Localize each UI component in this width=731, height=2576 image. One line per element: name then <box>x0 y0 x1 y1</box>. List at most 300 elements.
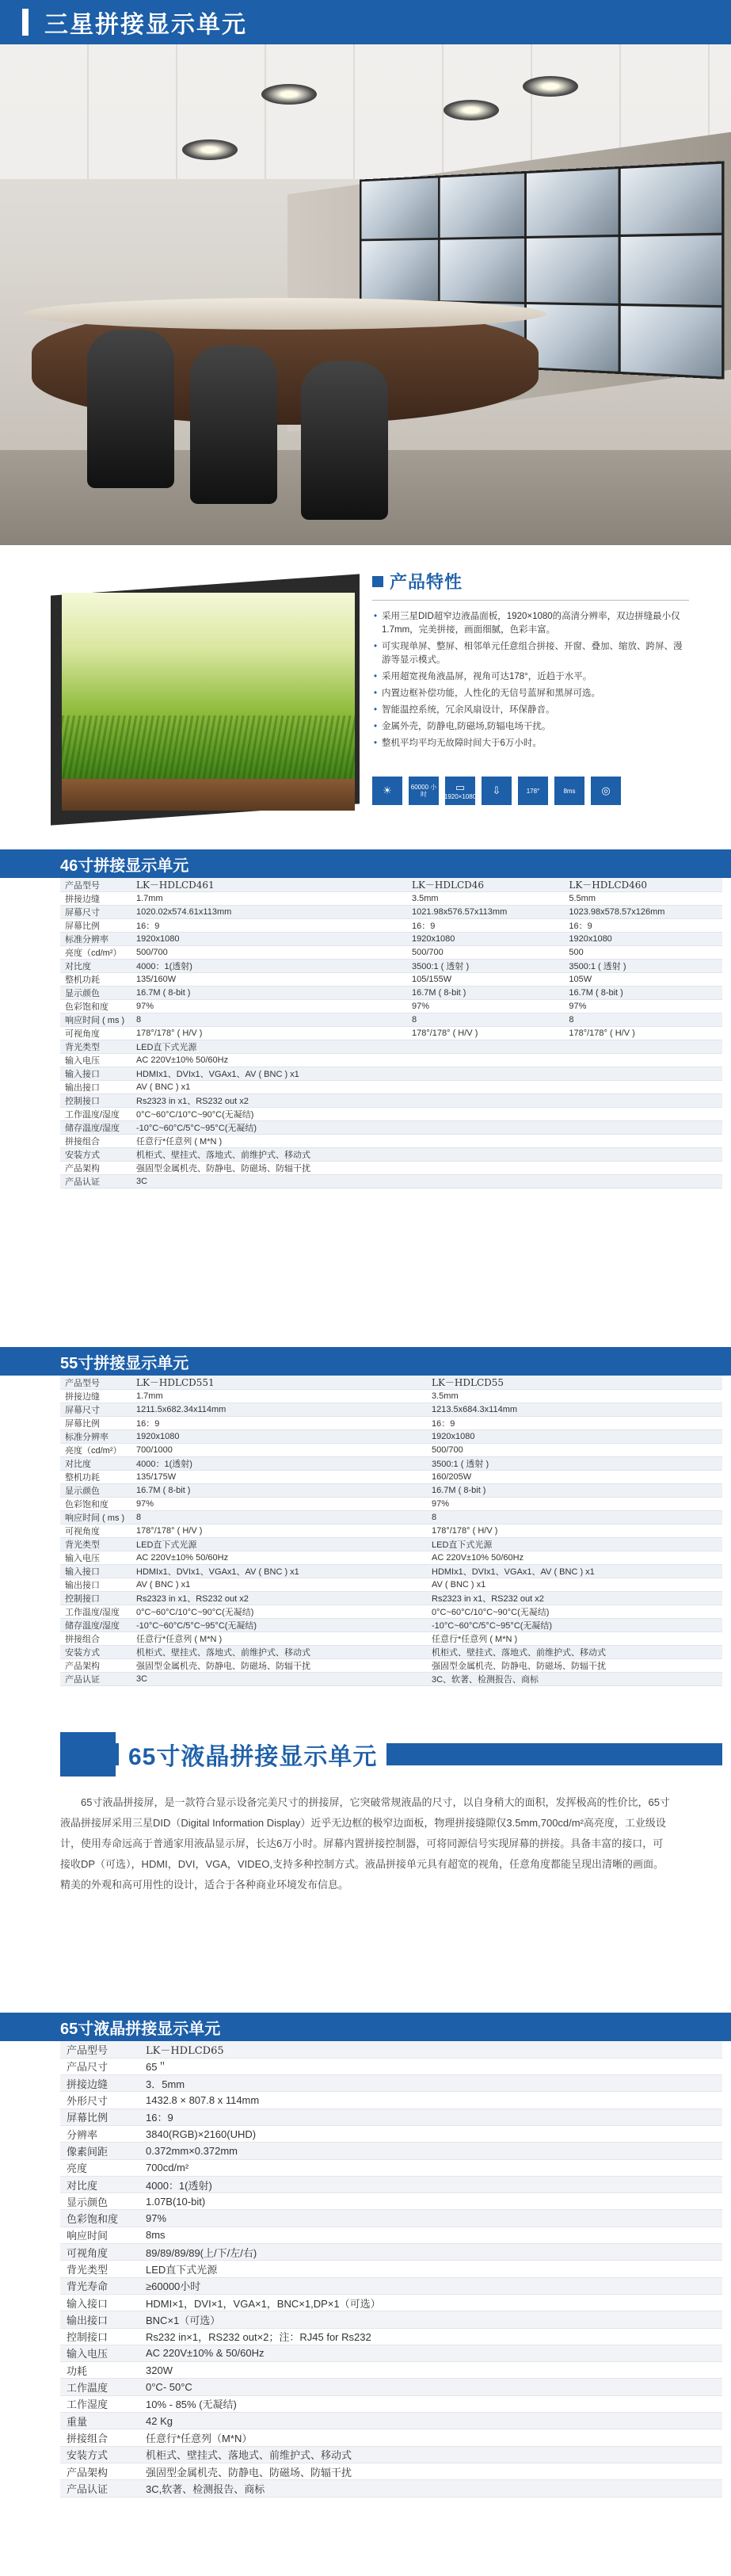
row-value: 3C <box>131 1175 407 1189</box>
row-value: ≥60000小时 <box>139 2277 722 2294</box>
table-row <box>60 2159 722 2176</box>
row-value: LED直下式光源 <box>131 1538 427 1551</box>
office-chair <box>301 361 388 520</box>
row-value <box>407 1108 564 1121</box>
row-label: 拼接边缝 <box>60 892 131 906</box>
table-row <box>60 2446 722 2463</box>
row-value: LK－HDLCD551 <box>131 1376 427 1390</box>
icon-caption: 60000 小时 <box>410 784 437 798</box>
title-marker <box>22 9 29 36</box>
row-label: 亮度（cd/m²） <box>60 1444 131 1457</box>
row-value: 105/155W <box>407 973 564 987</box>
row-value: 任意行*任意列（M*N） <box>139 2429 722 2446</box>
row-label: 可视角度 <box>60 1525 131 1538</box>
table-row <box>60 1121 722 1135</box>
row-value: LED直下式光源 <box>131 1040 407 1054</box>
row-value: 1021.98x576.57x113mm <box>407 906 564 919</box>
page-title: 三星拼接显示单元 <box>44 12 247 38</box>
lifespan-icon <box>409 777 439 805</box>
row-value: 16.7M ( 8-bit ) <box>131 987 407 1000</box>
row-label: 响应时间 ( ms ) <box>60 1013 131 1027</box>
row-value: 8 <box>427 1511 722 1525</box>
office-chair <box>87 330 174 488</box>
row-label: 储存温度/湿度 <box>60 1121 131 1135</box>
table-row <box>60 1511 722 1525</box>
row-value <box>564 1054 722 1067</box>
table-row <box>60 1148 722 1162</box>
row-label: 产品型号 <box>60 2041 139 2058</box>
row-value <box>564 1135 722 1148</box>
row-value: 3．5mm <box>139 2075 722 2092</box>
feature-item: • 采用三星DID超窄边液晶面板，1920×1080的高清分辨率，双边拼缝最小仅1.7mm，完美拼接，画面细腻，色彩丰富。 <box>372 610 689 637</box>
row-label: 输入电压 <box>60 1054 131 1067</box>
row-value: 任意行*任意列 ( M*N ) <box>427 1632 722 1646</box>
row-value: 3500:1 ( 透射 ) <box>407 960 564 973</box>
spec-46-table <box>60 878 722 1189</box>
table-row <box>60 1619 722 1632</box>
table-row <box>60 919 722 933</box>
row-value <box>407 1135 564 1148</box>
table-row <box>60 2125 722 2142</box>
icon-glyph: ▭ <box>455 780 466 793</box>
row-label: 输入电压 <box>60 2345 139 2361</box>
row-value: 强固型金属机壳、防静电、防磁场、防辐干扰 <box>139 2463 722 2479</box>
brightness-icon <box>372 777 402 805</box>
table-row <box>60 1040 722 1054</box>
row-label: 产品认证 <box>60 1175 131 1189</box>
row-value: 机柜式、壁挂式、落地式、前维护式、移动式 <box>427 1646 722 1659</box>
row-label: 输入电压 <box>60 1551 131 1565</box>
row-label: 输入接口 <box>60 1067 131 1081</box>
resolution-icon <box>445 777 475 805</box>
row-value <box>407 1067 564 1081</box>
ceiling-light <box>523 76 578 97</box>
row-label: 输出接口 <box>60 1081 131 1094</box>
row-label: 亮度 <box>60 2159 139 2176</box>
row-label: 输入接口 <box>60 2294 139 2311</box>
row-label: 屏幕尺寸 <box>60 906 131 919</box>
row-value: 8 <box>131 1511 427 1525</box>
row-label: 功耗 <box>60 2362 139 2379</box>
row-value: 1023.98x578.57x126mm <box>564 906 722 919</box>
intro-65-banner <box>0 1732 731 1776</box>
row-label: 控制接口 <box>60 1094 131 1108</box>
row-value: BNC×1（可选） <box>139 2311 722 2328</box>
spec-65-section <box>0 2013 731 2498</box>
table-row <box>60 906 722 919</box>
row-label: 安装方式 <box>60 1148 131 1162</box>
row-value <box>407 1175 564 1189</box>
row-value: 89/89/89/89(上/下/左/右) <box>139 2244 722 2261</box>
table-row <box>60 1135 722 1148</box>
row-label: 背光类型 <box>60 2261 139 2277</box>
row-value: 16：9 <box>131 919 407 933</box>
table-row <box>60 973 722 987</box>
table-row <box>60 2210 722 2227</box>
row-label: 整机功耗 <box>60 1471 131 1484</box>
row-value: LK－HDLCD46 <box>407 878 564 892</box>
icon-caption: 8ms <box>563 787 576 795</box>
table-row <box>60 2345 722 2361</box>
divider <box>372 600 689 601</box>
row-label: 工作温度 <box>60 2379 139 2395</box>
row-value: 1.7mm <box>131 892 407 906</box>
table-row <box>60 2362 722 2379</box>
spec-46-section <box>0 849 731 1189</box>
row-value: 1.7mm <box>131 1390 427 1403</box>
table-row <box>60 1054 722 1067</box>
feature-item: • 金属外壳，防静电,防磁场,防辐电场干扰。 <box>372 720 689 734</box>
table-row <box>60 1067 722 1081</box>
ceiling-light <box>444 100 499 120</box>
row-value: 178°/178° ( H/V ) <box>407 1027 564 1040</box>
spec-55-title: 55寸拼接显示单元 <box>0 1347 731 1376</box>
row-value: 135/175W <box>131 1471 427 1484</box>
row-value <box>564 1121 722 1135</box>
row-label: 显示颜色 <box>60 2193 139 2210</box>
row-label: 产品架构 <box>60 2463 139 2479</box>
row-value: 16：9 <box>427 1417 722 1430</box>
panel-screen <box>62 593 355 811</box>
row-value: 16：9 <box>139 2109 722 2125</box>
row-label: 拼接边缝 <box>60 2075 139 2092</box>
row-value: HDMIx1、DVIx1、VGAx1、AV ( BNC ) x1 <box>131 1565 427 1578</box>
row-label: 对比度 <box>60 2176 139 2192</box>
table-row <box>60 2092 722 2109</box>
row-value: 16：9 <box>407 919 564 933</box>
row-label: 背光类型 <box>60 1040 131 1054</box>
intro-65-paragraph: 65寸液晶拼接屏，是一款符合显示设备完美尺寸的拼接屏，它突破常规液晶的尺寸，以自身稍大的面积，发挥极高的性价比，65寸液晶拼接屏采用三星DID（Digital Information Display）近乎无边框的极窄边面板，物理拼接缝隙仅3.5mm,700cd/m²高亮度，工业级设计，使用寿命远高于普通家用液晶显示屏，长达6万小时。屏幕内置拼接控制器，可将同源信号实现屏幕的拼接。具备丰富的接口，可接收DP（可选），HDMI，DVI，VGA，VIDEO,支持多种控制方式。液晶拼接单元具有超宽的视角，任意角度都能呈现出清晰的画面。精美的外观和高可用性的设计，适合于各种商业环境发布信息。 <box>60 1796 670 1891</box>
features-section <box>0 545 731 849</box>
row-value: 机柜式、壁挂式、落地式、前维护式、移动式 <box>139 2446 722 2463</box>
row-value: Rs232 in×1，RS232 out×2；注：RJ45 for Rs232 <box>139 2328 722 2345</box>
row-value: 97% <box>131 1498 427 1511</box>
table-row <box>60 1632 722 1646</box>
row-value: 1211.5x682.34x114mm <box>131 1403 427 1417</box>
row-value: 3840(RGB)×2160(UHD) <box>139 2125 722 2142</box>
features-heading: 产品特性 <box>390 572 463 592</box>
table-row <box>60 2429 722 2446</box>
row-value: 8ms <box>139 2227 722 2243</box>
row-label: 分辨率 <box>60 2125 139 2142</box>
row-value: HDMI×1，DVI×1，VGA×1，BNC×1,DP×1（可选） <box>139 2294 722 2311</box>
row-value <box>564 1040 722 1054</box>
spec-65-title: 65寸液晶拼接显示单元 <box>0 2013 731 2041</box>
row-value: 42 Kg <box>139 2413 722 2429</box>
row-value: 0.372mm×0.372mm <box>139 2143 722 2159</box>
row-value: 320W <box>139 2362 722 2379</box>
row-label: 色彩饱和度 <box>60 2210 139 2227</box>
ceiling-light <box>182 139 238 160</box>
row-value <box>407 1054 564 1067</box>
row-value <box>407 1148 564 1162</box>
row-value: 1432.8 × 807.8 x 114mm <box>139 2092 722 2109</box>
table-row <box>60 1108 722 1121</box>
office-chair <box>190 345 277 504</box>
row-value: 3C <box>131 1673 427 1686</box>
row-label: 色彩饱和度 <box>60 1498 131 1511</box>
table-row <box>60 1578 722 1592</box>
row-label: 拼接组合 <box>60 1632 131 1646</box>
table-row <box>60 1444 722 1457</box>
row-label: 产品架构 <box>60 1162 131 1175</box>
row-value: 178°/178° ( H/V ) <box>131 1525 427 1538</box>
row-value: 1920x1080 <box>427 1430 722 1444</box>
row-value: 0°C- 50°C <box>139 2379 722 2395</box>
feature-item: • 可实现单屏、整屏、相邻单元任意组合拼接、开窗、叠加、缩放、跨屏、漫游等显示模式。 <box>372 640 689 667</box>
icon-caption: 1920×1080 <box>444 792 477 800</box>
table-row <box>60 1538 722 1551</box>
row-label: 标准分辨率 <box>60 933 131 946</box>
row-label: 安装方式 <box>60 1646 131 1659</box>
row-label: 对比度 <box>60 1457 131 1471</box>
row-value: LED直下式光源 <box>427 1538 722 1551</box>
row-value: 500/700 <box>407 946 564 960</box>
row-value: 8 <box>131 1013 407 1027</box>
row-value: 10% - 85% (无凝结) <box>139 2395 722 2412</box>
row-value: 强固型金属机壳、防静电、防磁场、防辐干扰 <box>131 1162 407 1175</box>
row-value: 500 <box>564 946 722 960</box>
row-value: 97% <box>427 1498 722 1511</box>
row-label: 控制接口 <box>60 1592 131 1605</box>
intro-65-heading: 65寸液晶拼接显示单元 <box>119 1737 386 1772</box>
row-value: AC 220V±10% & 50/60Hz <box>139 2345 722 2361</box>
row-label: 工作温度/湿度 <box>60 1605 131 1619</box>
row-label: 屏幕尺寸 <box>60 1403 131 1417</box>
row-label: 产品尺寸 <box>60 2058 139 2074</box>
row-label: 响应时间 <box>60 2227 139 2243</box>
row-value: 5.5mm <box>564 892 722 906</box>
row-label: 重量 <box>60 2413 139 2429</box>
row-value: 1213.5x684.3x114mm <box>427 1403 722 1417</box>
row-value: 65＂ <box>139 2058 722 2074</box>
row-label: 背光寿命 <box>60 2277 139 2294</box>
row-label: 响应时间 ( ms ) <box>60 1511 131 1525</box>
table-row <box>60 2244 722 2261</box>
row-label: 屏幕比例 <box>60 2109 139 2125</box>
row-value <box>564 1162 722 1175</box>
row-label: 控制接口 <box>60 2328 139 2345</box>
icon-glyph: ☀ <box>383 784 392 796</box>
table-row <box>60 1390 722 1403</box>
row-label: 对比度 <box>60 960 131 973</box>
row-label: 产品认证 <box>60 2480 139 2497</box>
table-row <box>60 1592 722 1605</box>
row-value: 135/160W <box>131 973 407 987</box>
row-value: 强固型金属机壳、防静电、防磁场、防辐干扰 <box>427 1659 722 1673</box>
bezel-icon <box>554 777 584 805</box>
row-value: 1920x1080 <box>131 933 407 946</box>
row-value: 0°C~60°C/10°C~90°C(无凝结) <box>131 1605 427 1619</box>
row-value <box>564 1081 722 1094</box>
row-value <box>564 1108 722 1121</box>
row-value: 8 <box>407 1013 564 1027</box>
row-label: 输出接口 <box>60 1578 131 1592</box>
row-value: LK－HDLCD460 <box>564 878 722 892</box>
table-row <box>60 1000 722 1013</box>
row-value: Rs2323 in x1、RS232 out x2 <box>427 1592 722 1605</box>
input-icon <box>482 777 512 805</box>
row-value: 3500:1 ( 透射 ) <box>427 1457 722 1471</box>
row-value: 1920x1080 <box>407 933 564 946</box>
table-row <box>60 1430 722 1444</box>
samsung-icon <box>591 777 621 805</box>
table-row <box>60 1551 722 1565</box>
table-row <box>60 1027 722 1040</box>
row-label: 工作温度/湿度 <box>60 1108 131 1121</box>
page-title-bar <box>0 0 731 44</box>
wood-board <box>62 779 355 811</box>
row-value: 任意行*任意列 ( M*N ) <box>131 1632 427 1646</box>
row-value: -10°C~60°C/5°C~95°C(无凝结) <box>131 1619 427 1632</box>
intro-65-section <box>0 1732 731 1895</box>
row-value: 178°/178° ( H/V ) <box>131 1027 407 1040</box>
row-value: HDMIx1、DVIx1、VGAx1、AV ( BNC ) x1 <box>427 1565 722 1578</box>
row-value: 700cd/m² <box>139 2159 722 2176</box>
table-row <box>60 2143 722 2159</box>
row-value: 0°C~60°C/10°C~90°C(无凝结) <box>131 1108 407 1121</box>
row-value: 105W <box>564 973 722 987</box>
ceiling-light <box>261 84 317 105</box>
row-value: 178°/178° ( H/V ) <box>427 1525 722 1538</box>
row-label: 屏幕比例 <box>60 919 131 933</box>
table-row <box>60 2193 722 2210</box>
row-label: 显示颜色 <box>60 1484 131 1498</box>
angle-icon <box>518 777 548 805</box>
row-value <box>407 1162 564 1175</box>
table-row <box>60 2261 722 2277</box>
row-value: 3.5mm <box>407 892 564 906</box>
icon-glyph: ◎ <box>601 784 611 796</box>
table-row <box>60 1646 722 1659</box>
table-row <box>60 878 722 892</box>
table-row <box>60 2311 722 2328</box>
row-label: 拼接边缝 <box>60 1390 131 1403</box>
spec-55-table <box>60 1376 722 1686</box>
row-label: 标准分辨率 <box>60 1430 131 1444</box>
table-row <box>60 2109 722 2125</box>
table-row <box>60 2041 722 2058</box>
row-value: 16.7M ( 8-bit ) <box>427 1484 722 1498</box>
feature-item: • 智能温控系统，冗余风扇设计，环保静音。 <box>372 704 689 717</box>
icon-glyph: ⇩ <box>492 784 501 796</box>
row-value: 16.7M ( 8-bit ) <box>564 987 722 1000</box>
features-text <box>372 569 689 754</box>
control-room-photo <box>0 44 731 545</box>
row-label: 输出接口 <box>60 2311 139 2328</box>
row-value: 0°C~60°C/10°C~90°C(无凝结) <box>427 1605 722 1619</box>
row-value: 500/700 <box>427 1444 722 1457</box>
row-value: 16.7M ( 8-bit ) <box>131 1484 427 1498</box>
row-value: 4000：1(透射) <box>131 960 407 973</box>
feature-item: • 整机平均平均无故障时间大于6万小时。 <box>372 737 689 750</box>
banner-block <box>60 1732 116 1776</box>
table-row <box>60 1673 722 1686</box>
row-value: 97% <box>131 1000 407 1013</box>
table-row <box>60 987 722 1000</box>
row-value: 3C、软著、检测报告、商标 <box>427 1673 722 1686</box>
table-row <box>60 1484 722 1498</box>
row-value: 16：9 <box>131 1417 427 1430</box>
row-value <box>564 1067 722 1081</box>
table-row <box>60 1525 722 1538</box>
row-label: 拼接组合 <box>60 2429 139 2446</box>
row-value: 160/205W <box>427 1471 722 1484</box>
row-value: Rs2323 in x1、RS232 out x2 <box>131 1592 427 1605</box>
lcd-panel-image <box>51 585 367 822</box>
spec-46-title: 46寸拼接显示单元 <box>0 849 731 878</box>
features-list <box>372 610 689 750</box>
row-value: 1920x1080 <box>131 1430 427 1444</box>
row-value: 500/700 <box>131 946 407 960</box>
feature-item: • 采用超宽视角液晶屏，视角可达178°，近趋于水平。 <box>372 670 689 684</box>
feature-item: • 内置边框补偿功能，人性化的无信号蓝屏和黑屏可选。 <box>372 687 689 700</box>
table-row <box>60 1471 722 1484</box>
row-label: 工作湿度 <box>60 2395 139 2412</box>
row-value: 178°/178° ( H/V ) <box>564 1027 722 1040</box>
row-value: LK－HDLCD461 <box>131 878 407 892</box>
table-row <box>60 2294 722 2311</box>
icon-caption: 178° <box>526 787 540 795</box>
row-value: 700/1000 <box>131 1444 427 1457</box>
row-label: 屏幕比例 <box>60 1417 131 1430</box>
row-value: AC 220V±10% 50/60Hz <box>427 1551 722 1565</box>
row-value: LED直下式光源 <box>139 2261 722 2277</box>
row-value: 16.7M ( 8-bit ) <box>407 987 564 1000</box>
row-value <box>407 1040 564 1054</box>
row-value: 1020.02x574.61x113mm <box>131 906 407 919</box>
feature-icons <box>372 777 621 805</box>
row-label: 外形尺寸 <box>60 2092 139 2109</box>
table-row <box>60 1376 722 1390</box>
row-label: 输入接口 <box>60 1565 131 1578</box>
table-row <box>60 946 722 960</box>
row-label: 产品架构 <box>60 1659 131 1673</box>
table-row <box>60 1013 722 1027</box>
row-label: 拼接组合 <box>60 1135 131 1148</box>
row-value <box>407 1121 564 1135</box>
table-row <box>60 1498 722 1511</box>
row-value <box>407 1081 564 1094</box>
table-row <box>60 2277 722 2294</box>
row-value: -10°C~60°C/5°C~95°C(无凝结) <box>131 1121 407 1135</box>
row-label: 可视角度 <box>60 2244 139 2261</box>
row-label: 亮度（cd/m²） <box>60 946 131 960</box>
row-value: AV ( BNC ) x1 <box>131 1081 407 1094</box>
row-value: 8 <box>564 1013 722 1027</box>
row-label: 安装方式 <box>60 2446 139 2463</box>
row-value: 机柜式、壁挂式、落地式、前维护式、移动式 <box>131 1646 427 1659</box>
row-value: 4000：1(透射) <box>131 1457 427 1471</box>
features-heading-row <box>372 569 689 593</box>
row-value: -10°C~60°C/5°C~95°C(无凝结) <box>427 1619 722 1632</box>
row-label: 背光类型 <box>60 1538 131 1551</box>
row-value: 3.5mm <box>427 1390 722 1403</box>
row-value: 97% <box>564 1000 722 1013</box>
table-row <box>60 1565 722 1578</box>
spec-65-table <box>60 2041 722 2498</box>
table-row <box>60 1175 722 1189</box>
row-value: AC 220V±10% 50/60Hz <box>131 1551 427 1565</box>
table-row <box>60 892 722 906</box>
spec-55-section <box>0 1347 731 1686</box>
row-label: 可视角度 <box>60 1027 131 1040</box>
console-desk-top <box>24 298 546 330</box>
row-value: 3500:1 ( 透射 ) <box>564 960 722 973</box>
row-label: 整机功耗 <box>60 973 131 987</box>
row-label: 显示颜色 <box>60 987 131 1000</box>
row-value: 1920x1080 <box>564 933 722 946</box>
